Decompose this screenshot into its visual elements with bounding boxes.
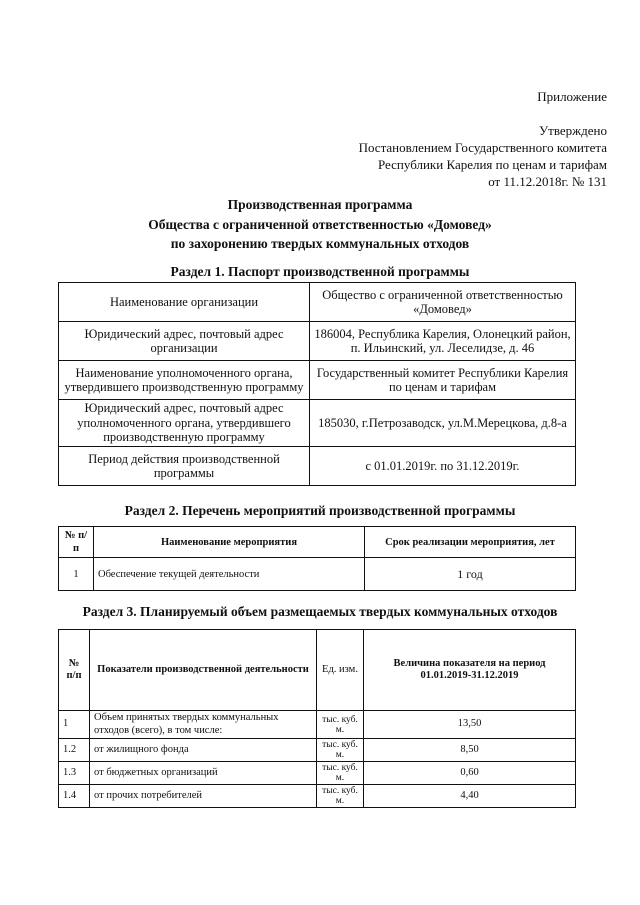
table-cell: 1.4 [59, 785, 90, 808]
document-title [0, 195, 640, 254]
approval-block [359, 122, 607, 190]
section1-heading: Раздел 1. Паспорт производственной программы [170, 264, 470, 279]
table-row [59, 785, 576, 808]
table-cell: тыс. куб. м. [317, 711, 364, 739]
appendix-label: Приложение [537, 89, 607, 104]
approval-line: от 11.12.2018г. № 131 [488, 174, 607, 189]
column-header: Наименование мероприятия [94, 527, 365, 558]
table-row [59, 322, 576, 361]
measures-table [58, 526, 576, 591]
approval-line: Республики Карелия по ценам и тарифам [377, 157, 607, 172]
table-cell: 4,40 [364, 785, 576, 808]
table-cell: тыс. куб. м. [317, 785, 364, 808]
column-header: Величина показателя на период 01.01.2019-31.12.2019 [364, 630, 576, 711]
table-cell: Обеспечение текущей деятельности [94, 558, 365, 591]
table-cell: Общество с ограниченной ответственностью «Домовед» [310, 283, 576, 322]
table-cell: Государственный комитет Республики Карелия по ценам и тарифам [310, 361, 576, 400]
table-cell: 1.3 [59, 762, 90, 785]
table-cell: 185030, г.Петрозаводск, ул.М.Мерецкова, д.8-а [310, 400, 576, 447]
table-cell: 186004, Республика Карелия, Олонецкий район, п. Ильинский, ул. Леселидзе, д. 46 [310, 322, 576, 361]
table-row [59, 361, 576, 400]
column-header: Ед. изм. [317, 630, 364, 711]
table-header-row [59, 630, 576, 711]
passport-table [58, 282, 576, 486]
table-cell: 1.2 [59, 739, 90, 762]
title-line: Производственная программа [227, 197, 413, 212]
table-cell: 1 [59, 558, 94, 591]
title-line: Общества с ограниченной ответственностью «Домовед» [148, 216, 492, 232]
table-cell: 1 год [365, 558, 576, 591]
table-cell: от бюджетных организаций [90, 762, 317, 785]
section2-heading: Раздел 2. Перечень мероприятий производственной программы [124, 503, 516, 518]
table-cell: с 01.01.2019г. по 31.12.2019г. [310, 447, 576, 486]
volume-table [58, 629, 576, 808]
column-header: № п/п [59, 527, 94, 558]
table-cell: Юридический адрес, почтовый адрес организации [59, 322, 310, 361]
approval-line: Утверждено [538, 123, 607, 138]
table-row [59, 558, 576, 591]
table-cell: 8,50 [364, 739, 576, 762]
table-row [59, 283, 576, 322]
title-line: по захоронению твердых коммунальных отходов [170, 236, 470, 251]
table-header-row [59, 527, 576, 558]
table-row [59, 711, 576, 739]
table-cell: от прочих потребителей [90, 785, 317, 808]
table-row [59, 447, 576, 486]
column-header: № п/п [59, 630, 90, 711]
table-cell: Наименование организации [59, 283, 310, 322]
table-cell: Юридический адрес, почтовый адрес уполномоченного органа, утвердившего производственную программу [59, 400, 310, 447]
section3-heading: Раздел 3. Планируемый объем размещаемых твердых коммунальных отходов [82, 604, 558, 619]
table-row [59, 762, 576, 785]
column-header: Срок реализации мероприятия, лет [365, 527, 576, 558]
column-header: Показатели производственной деятельности [90, 630, 317, 711]
table-cell: от жилищного фонда [90, 739, 317, 762]
table-cell: 1 [59, 711, 90, 739]
table-cell: Объем принятых твердых коммунальных отходов (всего), в том числе: [90, 711, 317, 739]
table-row [59, 739, 576, 762]
table-cell: Период действия производственной программы [59, 447, 310, 486]
table-cell: 0,60 [364, 762, 576, 785]
table-cell: тыс. куб. м. [317, 762, 364, 785]
table-cell: Наименование уполномоченного органа, утвердившего производственную программу [59, 361, 310, 400]
table-row [59, 400, 576, 447]
approval-line: Постановлением Государственного комитета [358, 140, 607, 155]
table-cell: 13,50 [364, 711, 576, 739]
table-cell: тыс. куб. м. [317, 739, 364, 762]
